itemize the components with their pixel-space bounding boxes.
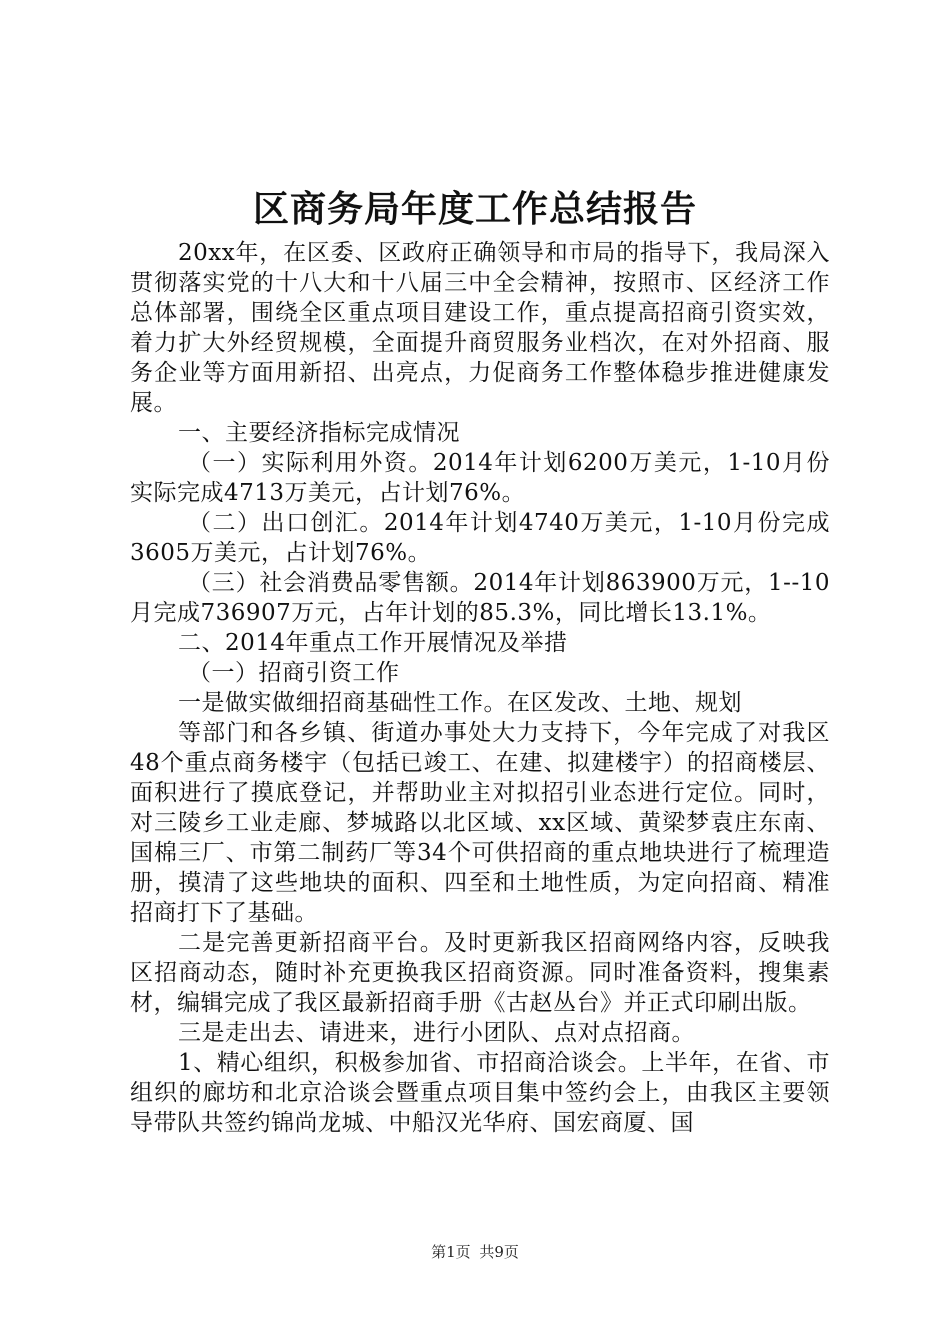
- page-footer: [0, 1242, 950, 1262]
- page-number: 第1页: [431, 1243, 471, 1261]
- paragraph-point-2: 二是完善更新招商平台。及时更新我区招商网络内容，反映我区招商动态，随时补充更换我区招商资源。同时准备资料，搜集素材，编辑完成了我区最新招商手册《古赵丛台》并正式印刷出版。: [130, 930, 830, 1016]
- paragraph-intro: 20xx年，在区委、区政府正确领导和市局的指导下，我局深入贯彻落实党的十八大和十八届三中全会精神，按照市、区经济工作总体部署，围绕全区重点项目建设工作，重点提高招商引资实效，着力扩大外经贸规模，全面提升商贸服务业档次，在对外招商、服务企业等方面用新招、出亮点，力促商务工作整体稳步推进健康发展。: [130, 240, 830, 416]
- heading-section-2: 二、2014年重点工作开展情况及举措: [178, 630, 568, 656]
- heading-section-1: 一、主要经济指标完成情况: [178, 420, 460, 446]
- document-title: 区商务局年度工作总结报告: [252, 188, 697, 230]
- paragraph-point-3: 三是走出去、请进来，进行小团队、点对点招商。: [178, 1020, 695, 1046]
- heading-investment: （一）招商引资工作: [188, 660, 400, 686]
- paragraph-point-1: 一是做实做细招商基础性工作。在区发改、土地、规划: [178, 690, 742, 716]
- page-total: 共9页: [479, 1243, 519, 1261]
- paragraph-point-1-detail: 等部门和各乡镇、街道办事处大力支持下，今年完成了对我区48个重点商务楼宇（包括已竣工、在建、拟建楼宇）的招商楼层、面积进行了摸底登记，并帮助业主对拟招引业态进行定位。同时，对三陵乡工业走廊、梦城路以北区域、xx区域、黄梁梦袁庄东南、国棉三厂、市第二制药厂等34个可供招商的重点地块进行了梳理造册，摸清了这些地块的面积、四至和土地性质，为定向招商、精准招商打下了基础。: [130, 720, 830, 926]
- paragraph-foreign-investment: （一）实际利用外资。2014年计划6200万美元，1-10月份实际完成4713万美元，占计划76%。: [130, 450, 830, 506]
- paragraph-retail-sales: （三）社会消费品零售额。2014年计划863900万元，1--10月完成736907万元，占年计划的85.3%，同比增长13.1%。: [130, 570, 830, 626]
- document-body: [130, 238, 830, 1138]
- paragraph-item-1: 1、精心组织，积极参加省、市招商洽谈会。上半年，在省、市组织的廊坊和北京洽谈会暨重点项目集中签约会上，由我区主要领导带队共签约锦尚龙城、中船汉光华府、国宏商厦、国: [130, 1050, 830, 1136]
- paragraph-export: （二）出口创汇。2014年计划4740万美元，1-10月份完成3605万美元，占计划76%。: [130, 510, 830, 566]
